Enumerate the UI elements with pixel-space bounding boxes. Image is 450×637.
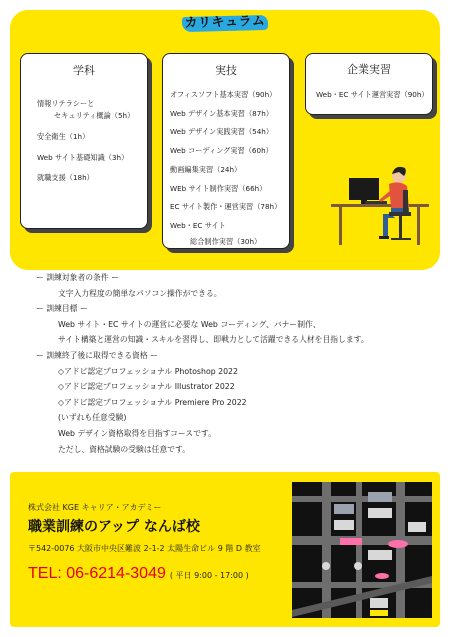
list-item: 安全衛生（1h） [37,131,90,141]
map-building [408,522,426,532]
card-academic [20,53,148,229]
tel-line [28,563,249,583]
requirements-line: サイト構築と運営の知識・スキルを習得し、即戦力として活躍できる人材を目指します。 [58,335,369,345]
business-hours: ( 平日 9:00 - 17:00 ) [169,571,249,580]
person-leg [383,214,395,236]
chair-post [399,216,402,238]
card-internship [305,53,433,115]
list-item-text: Web・EC サイト [170,220,226,230]
desk-leg [339,207,342,245]
card-practical-heading: 実技 [215,64,237,77]
map-road [396,482,405,618]
list-item: Web・EC サイト運営実習（90h） [316,90,429,99]
card-internship-heading: 企業実習 [347,63,391,76]
person-shoe [379,236,389,239]
curriculum-title: カリキュラム [184,13,266,32]
card-internship-list [306,90,432,100]
list-item: Web コーディング実習（60h） [170,146,273,156]
map-landmark [322,562,330,570]
desk-leg [417,207,420,245]
school-name: 職業訓練のアップ なんば校 [28,519,200,535]
card-academic-heading: 学科 [73,64,95,77]
requirements-heading: ー 訓練終了後に取得できる資格 ー [36,350,158,360]
training-requirements [36,270,436,457]
list-item: Web デザイン基本実習（87h） [170,108,274,118]
requirements-line: ◇アドビ認定プロフェッショナル Photoshop 2022 [58,366,238,376]
requirements-line: (いずれも任意受験) [58,413,127,423]
card-practical-list [163,86,289,248]
access-map [292,482,432,618]
map-building [368,508,392,518]
map-station-marker [388,540,408,548]
desk-top [331,204,429,207]
requirements-line: 文字入力程度の簡単なパソコン操作ができる。 [58,288,222,298]
requirements-line: ◇アドビ認定プロフェッショナル Illustrator 2022 [58,382,235,392]
map-building [370,598,388,608]
list-item-text: 情報リテラシーと [37,99,95,108]
list-item [170,217,289,248]
map-destination-marker [340,538,362,545]
curriculum-banner [182,12,268,34]
card-practical [162,53,290,249]
map-road [322,482,331,618]
requirements-line: Web サイト・EC サイトの運営に必要な Web コーディング、バナー制作、 [58,319,321,329]
requirements-heading: ー 訓練対象者の条件 ー [36,273,119,282]
list-item: 動画編集実習（24h） [170,164,242,174]
map-building [334,504,354,514]
tel-number[interactable]: 06-6214-3049 [66,565,166,582]
chair-base [391,238,411,240]
map-building [370,610,388,616]
requirements-line: ただし、資格試験の受験は任意です。 [58,444,190,454]
map-building [334,520,354,530]
requirements-heading: ー 訓練目標 ー [36,304,88,314]
list-item-text: セキュリティ概論（5h） [54,111,135,121]
map-road [292,496,432,502]
card-academic-list [21,98,147,185]
map-landmark [354,562,362,570]
requirements-line: ◇アドビ認定プロフェッショナル Premiere Pro 2022 [58,397,247,407]
company-name: 株式会社 KGE キャリア・アカデミー [28,503,162,512]
list-item [37,98,147,122]
map-station-marker [375,573,389,579]
map-building [368,492,392,502]
address: 〒542-0076 大阪市中央区難波 2-1-2 太陽生命ビル 9 階 D 教室 [28,544,261,553]
person-at-computer-illustration [325,150,433,250]
list-item: WEb サイト制作実習（66h） [170,183,267,193]
keyboard-icon [365,201,387,204]
monitor-icon [349,178,379,200]
list-item: 就職支援（18h） [37,173,94,183]
map-building [368,550,392,560]
chair-back [403,190,408,214]
list-item: EC サイト製作・運営実習（78h） [170,202,282,212]
requirements-line: Web デザイン資格取得を目指すコースです。 [58,428,216,438]
list-item: Web デザイン実践実習（54h） [170,127,274,137]
list-item: オフィスソフト基本実習（90h） [170,90,277,99]
list-item-text: 総合制作実習（30h） [190,236,262,246]
chair-seat [389,212,411,216]
tel-label: TEL: [28,565,67,582]
list-item: Web サイト基礎知識（3h） [37,152,129,162]
